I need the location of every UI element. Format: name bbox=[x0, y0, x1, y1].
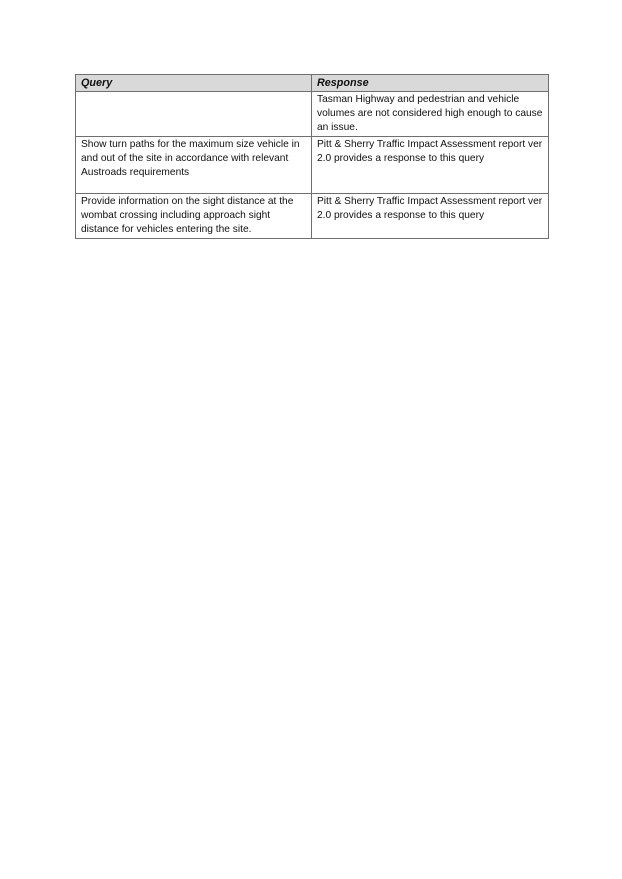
query-cell bbox=[76, 92, 312, 137]
table-row bbox=[76, 92, 549, 137]
table-header-row bbox=[76, 75, 549, 92]
query-response-table bbox=[75, 74, 549, 239]
query-cell: Provide information on the sight distance at the wombat crossing including approach sight distance for vehicles entering the site. bbox=[76, 194, 312, 239]
response-cell: Tasman Highway and pedestrian and vehicle volumes are not considered high enough to cause an issue. bbox=[312, 92, 549, 137]
table-row bbox=[76, 137, 549, 194]
query-column-header: Query bbox=[76, 75, 312, 92]
response-cell: Pitt & Sherry Traffic Impact Assessment report ver 2.0 provides a response to this query bbox=[312, 137, 549, 194]
query-cell: Show turn paths for the maximum size vehicle in and out of the site in accordance with relevant Austroads requirements bbox=[76, 137, 312, 194]
response-cell: Pitt & Sherry Traffic Impact Assessment report ver 2.0 provides a response to this query bbox=[312, 194, 549, 239]
table-row bbox=[76, 194, 549, 239]
response-column-header: Response bbox=[312, 75, 549, 92]
